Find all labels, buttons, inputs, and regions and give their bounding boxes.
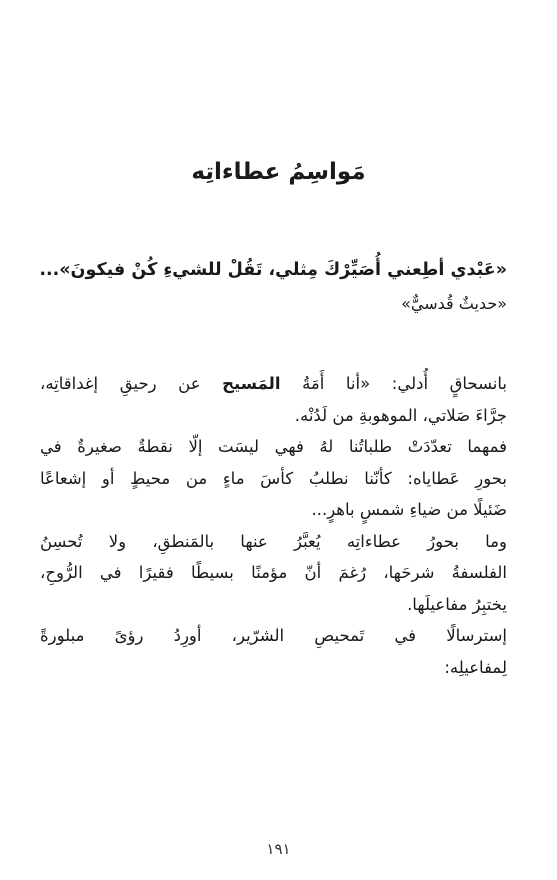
paragraph-2-line-2: بحورِ عَطاياه: كأنّنا نطلبُ كأسَ ماءٍ من محيطٍ أو إشعاعًا: [40, 468, 507, 488]
paragraph-3-line-1: وما بحورُ عطاءاتِه يُعبَّرُ عنها بالمَنطقِ، ولا تُحسِنُ: [40, 531, 507, 551]
emphasized-word: المَسيح: [222, 374, 281, 393]
paragraph-3-line-3: يختبِرُ مفاعيلَها.: [407, 594, 507, 614]
paragraph-1-line-1-end: عن رحيقِ إغداقاتِه،: [40, 374, 223, 393]
chapter-title: مَواسِمُ عطاءاتِه: [191, 159, 366, 185]
paragraph-1-line-2: جرَّاءَ صَلاتي، الموهوبةِ من لَدُنْه.: [294, 405, 507, 425]
epigraph-source: «حديثٌ قُدسيٌّ»: [401, 294, 507, 313]
page-number: ١٩١: [266, 840, 291, 858]
epigraph-quote: «عَبْدي أطِعني أُصَيِّرْكَ مِثلي، تَقُلْ للشيءِ كُنْ فيكونَ»...: [39, 260, 507, 280]
body-text: [40, 368, 507, 683]
paragraph-3-line-2: الفلسفةُ شرحَها، رُغمَ أنّ مؤمنًا بسيطًا فقيرًا في الرُّوحِ،: [40, 563, 507, 582]
paragraph-1-line-1: [40, 368, 507, 400]
paragraph-2-line-1: فمهما تعدّدَتْ طلباتُنا لهُ فهي ليسَت إلّا نقطةٌ صغيرةٌ في: [40, 437, 507, 456]
paragraph-4-line-2: لِمفاعيلِه:: [444, 657, 507, 677]
paragraph-4-line-1: إسترسالًا في تَمحيصِ الشرّير، أورِدُ رؤىً مبلورةً: [40, 626, 507, 645]
paragraph-2-line-3: ضَئيلًا من ضياءِ شمسٍ باهرٍ...: [311, 500, 507, 519]
paragraph-1-line-1-start: بانسحاقٍ أُدلي: «أنا أَمَةُ: [280, 374, 507, 393]
